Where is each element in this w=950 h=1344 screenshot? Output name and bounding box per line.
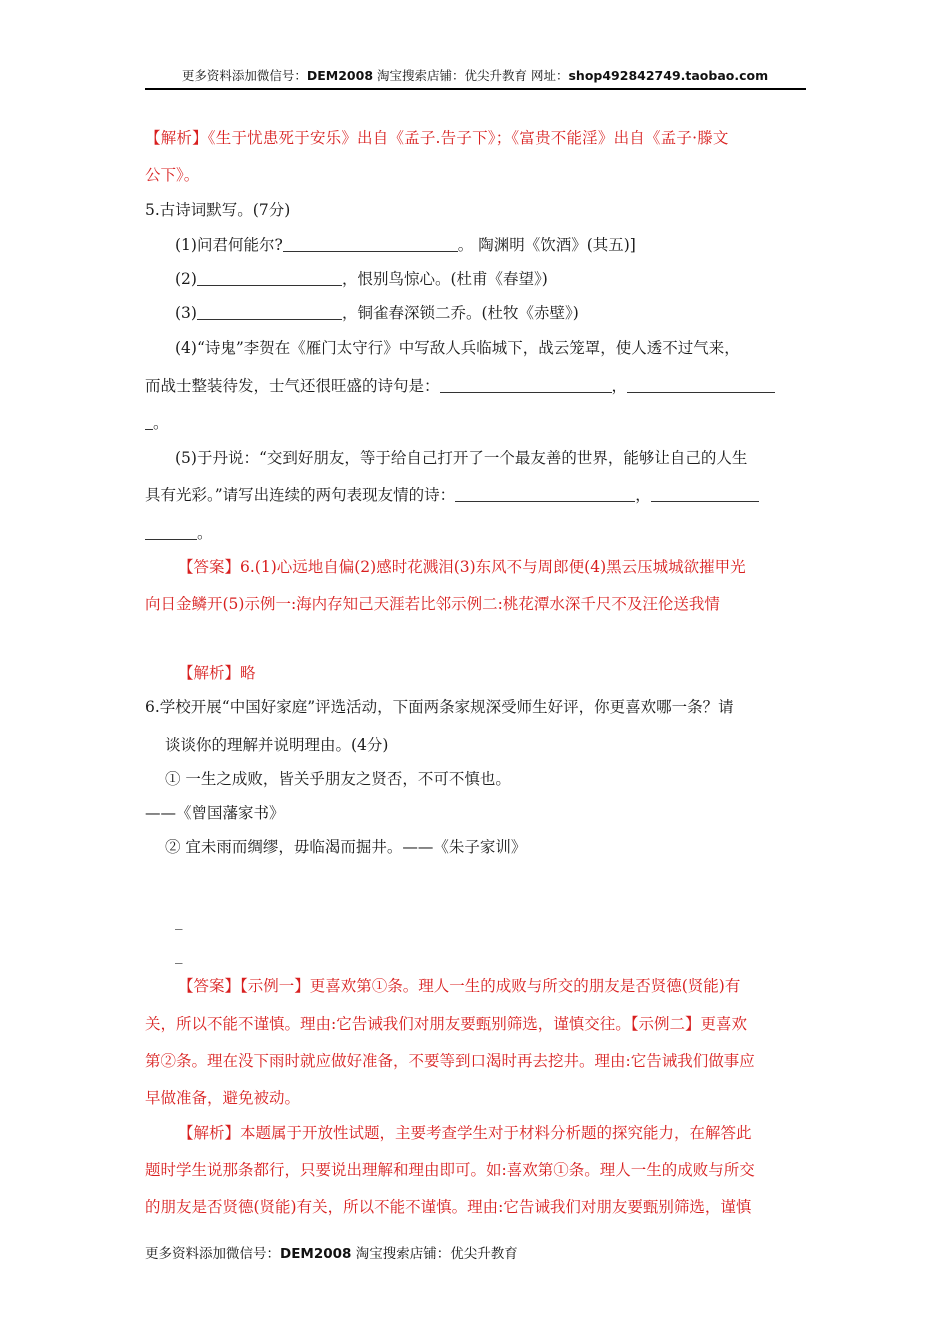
q5-item-1-prefix: (1)问君何能尔? <box>175 236 283 254</box>
q5-item-5-end: 。 <box>197 524 213 542</box>
q6-analysis-line-2: 题时学生说那条都行，只要说出理解和理由即可。如:喜欢第①条。理人一生的成败与所交 <box>145 1161 755 1179</box>
header-text-1: 更多资料添加微信号： <box>181 68 307 83</box>
q5-item-1-suffix: 。 陶渊明《饮酒》(其五)] <box>457 236 636 254</box>
header-divider <box>145 88 806 90</box>
q5-item-1 <box>175 234 636 256</box>
q5-item-5-line-2 <box>145 484 759 506</box>
q6-answer-line-3: 第②条。理在没下雨时就应做好准备，不要等到口渴时再去挖井。理由:它告诫我们做事应 <box>145 1052 755 1070</box>
q4-analysis-line-2: 公下》。 <box>145 166 200 184</box>
q5-item-1-blank[interactable] <box>283 237 458 252</box>
q5-item-4-blank-2[interactable] <box>627 378 775 393</box>
q5-item-5-blank-2[interactable] <box>651 487 759 502</box>
q5-item-4-line-3 <box>145 412 169 434</box>
page-header <box>145 66 805 86</box>
q5-title: 5.古诗词默写。(7分) <box>145 201 291 219</box>
q5-item-3-suffix: ，铜雀春深锁二乔。(杜牧《赤壁》) <box>341 304 579 322</box>
footer-wechat-id: DEM2008 <box>280 1246 352 1262</box>
q5-item-4-blank-1[interactable] <box>440 378 612 393</box>
q5-item-5-line-3 <box>145 522 213 544</box>
q5-item-2-prefix: (2) <box>175 270 197 288</box>
q5-item-2 <box>175 268 548 290</box>
q6-rule-1-source: ——《曾国藩家书》 <box>145 804 285 822</box>
q5-item-2-suffix: ，恨别鸟惊心。(杜甫《春望》) <box>341 270 548 288</box>
q5-item-5-blank-1[interactable] <box>455 487 635 502</box>
q5-answer-line-2: 向日金鳞开(5)示例一:海内存知己天涯若比邻示例二:桃花潭水深千尺不及汪伦送我情 <box>145 595 720 613</box>
q6-rule-2: ② 宜未雨而绸缪，毋临渴而掘井。——《朱子家训》 <box>165 838 527 856</box>
q5-answer-line-1: 【答案】6.(1)心远地自偏(2)感时花溅泪(3)东风不与周郎便(4)黑云压城城欲摧甲光 <box>178 558 746 576</box>
header-shop-url: shop492842749.taobao.com <box>568 68 769 83</box>
q5-item-5-comma: ， <box>635 486 651 504</box>
q5-item-3-prefix: (3) <box>175 304 197 322</box>
q5-item-5-line-1: (5)于丹说：“交到好朋友，等于给自己打开了一个最友善的世界，能够让自己的人生 <box>175 449 748 467</box>
header-wechat-id: DEM2008 <box>306 68 374 83</box>
q5-item-4-line-2 <box>145 375 775 397</box>
q6-answer-line-1: 【答案】【示例一】更喜欢第①条。理人一生的成败与所交的朋友是否贤德(贤能)有 <box>178 977 741 995</box>
q5-item-4-comma: ， <box>611 377 628 395</box>
q5-item-2-blank[interactable] <box>197 271 342 286</box>
header-text-2: 淘宝搜索店铺：优尖升教育 网址： <box>373 68 569 83</box>
q5-item-4-prompt: 而战士整装待发，士气还很旺盛的诗句是： <box>145 377 440 395</box>
q5-item-5-blank-2-cont[interactable] <box>145 525 197 540</box>
q5-item-3 <box>175 302 579 324</box>
footer-text-1: 更多资料添加微信号： <box>145 1246 280 1262</box>
q6-analysis-line-1: 【解析】本题属于开放性试题，主要考查学生对于材料分析题的探究能力，在解答此 <box>178 1124 752 1142</box>
q6-title-line-2: 谈谈你的理解并说明理由。(4分) <box>165 736 389 754</box>
q6-analysis-line-3: 的朋友是否贤德(贤能)有关，所以不能不谨慎。理由:它告诫我们对朋友要甄别筛选，谨慎 <box>145 1198 752 1216</box>
q5-item-4-line-1: (4)“诗鬼”李贺在《雁门太守行》中写敌人兵临城下，战云笼罩，使人透不过气来， <box>175 339 740 357</box>
q5-item-5-prompt: 具有光彩。”请写出连续的两句表现友情的诗： <box>145 486 456 504</box>
q5-item-4-blank-2-cont[interactable] <box>145 415 153 430</box>
q6-answer-line-2: 关，所以不能不谨慎。理由:它告诫我们对朋友要甄别筛选，谨慎交往。【示例二】更喜欢 <box>145 1015 747 1033</box>
q6-rule-1: ① 一生之成败，皆关乎朋友之贤否，不可不慎也。 <box>165 770 511 788</box>
q6-title-line-1: 6.学校开展“中国好家庭”评选活动，下面两条家规深受师生好评，你更喜欢哪一条？请 <box>145 698 734 716</box>
q5-analysis: 【解析】略 <box>178 664 256 682</box>
q6-answer-blank-2[interactable]: _ <box>175 946 183 964</box>
q5-item-3-blank[interactable] <box>197 305 342 320</box>
q6-answer-blank-1[interactable]: _ <box>175 912 183 930</box>
footer-text-2: 淘宝搜索店铺：优尖升教育 <box>351 1246 518 1262</box>
q6-answer-line-4: 早做准备，避免被动。 <box>145 1089 301 1107</box>
q4-analysis-line-1: 【解析】《生于忧患死于安乐》出自《孟子.告子下》；《富贵不能淫》出自《孟子·滕文 <box>145 129 729 147</box>
page-footer <box>145 1244 518 1264</box>
q5-item-4-end: 。 <box>153 414 169 432</box>
